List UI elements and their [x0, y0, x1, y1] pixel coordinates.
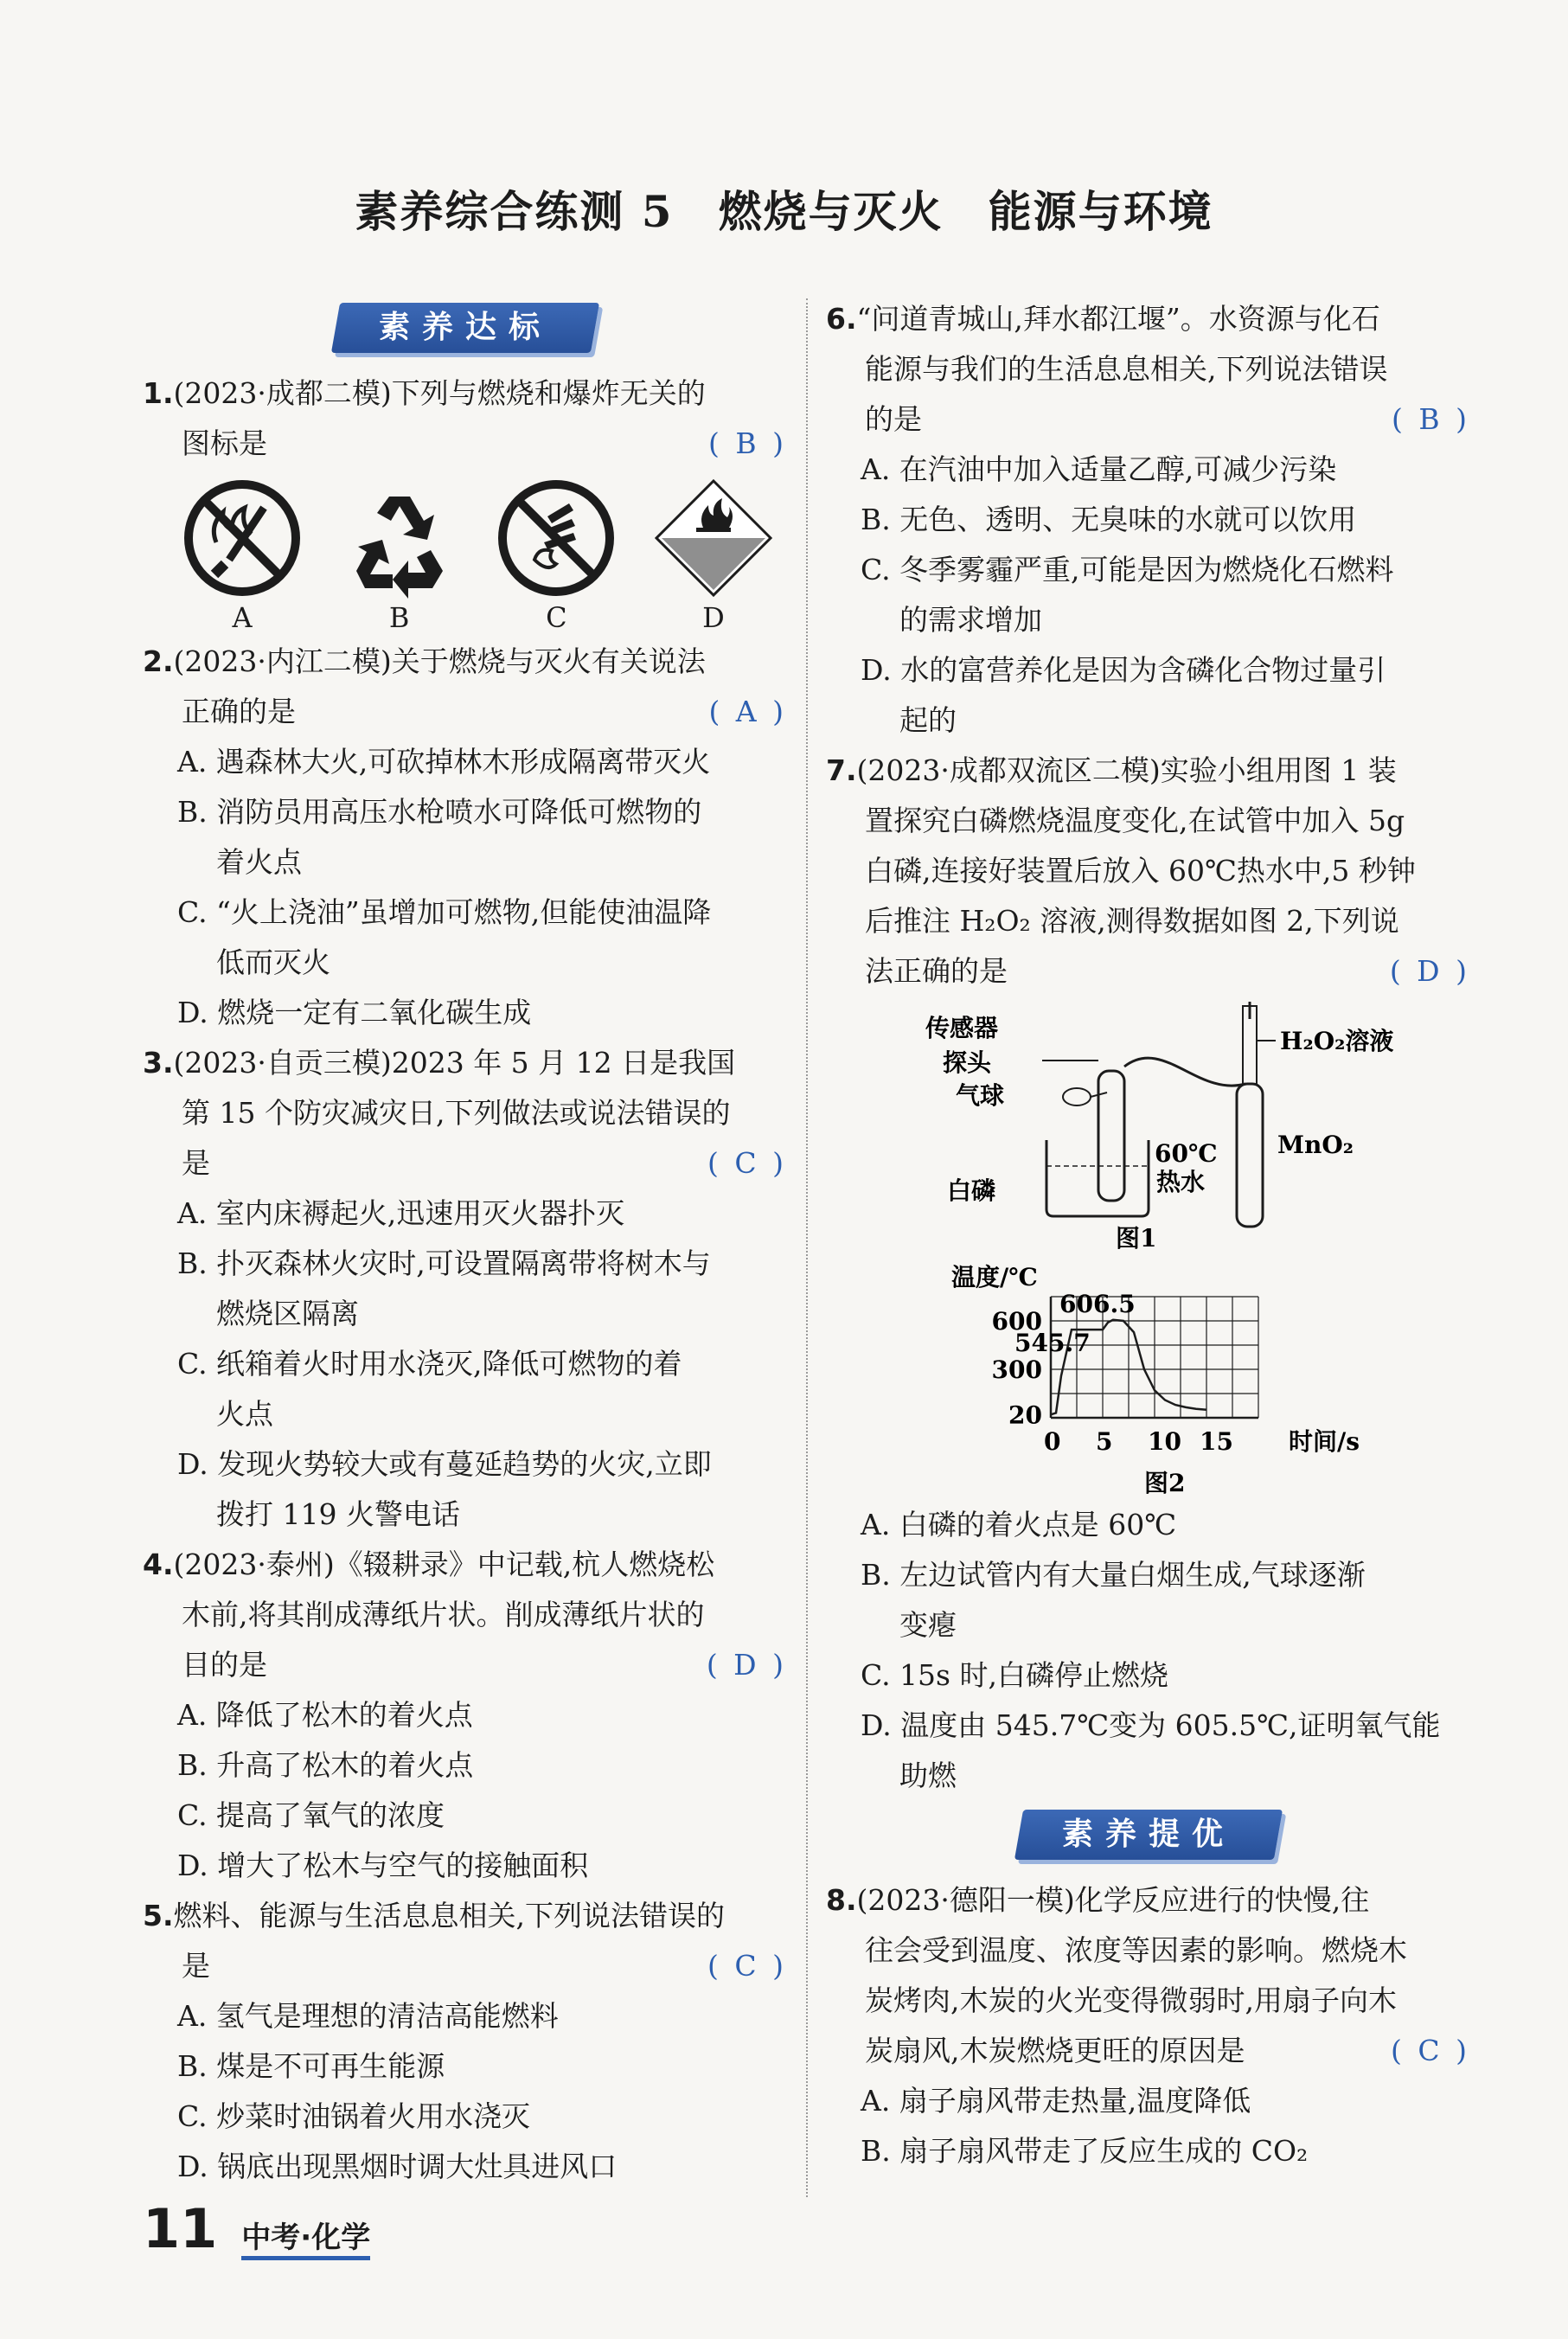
option-a: A. 室内床褥起火,迅速用灭火器扑灭 [177, 1196, 625, 1230]
book-label: 中考·化学 [241, 2214, 370, 2260]
question-number: 5. [143, 1899, 174, 1932]
question-stem: 是 [182, 1949, 210, 1983]
option-a: A. 遇森林大火,可砍掉林木形成隔离带灭火 [177, 745, 711, 779]
page-number: 11 [143, 2197, 218, 2260]
x-tick-label: 15 [1200, 1427, 1233, 1456]
question-4 [143, 1540, 787, 1891]
question-stem: 置探究白磷燃烧温度变化,在试管中加入 5g [865, 804, 1405, 837]
question-number: 8. [826, 1883, 857, 1917]
option-a: A. 扇子扇风带走热量,温度降低 [861, 2084, 1251, 2118]
option-c: C. 冬季雾霾严重,可能是因为燃烧化石燃料 [861, 553, 1394, 586]
y-tick-label: 600 [991, 1307, 1042, 1336]
question-number: 3. [143, 1046, 174, 1080]
option-a: A. 白磷的着火点是 60℃ [861, 1508, 1177, 1541]
y-tick-label: 300 [991, 1355, 1042, 1384]
connecting-tube [1124, 1058, 1245, 1086]
question-stem: “问道青城山,拜水都江堰”。水资源与化石 [856, 302, 1380, 336]
option-d: D. 燃烧一定有二氧化碳生成 [177, 996, 532, 1029]
option-c-cont: 低而灭火 [216, 945, 330, 979]
question-2 [143, 637, 787, 1038]
option-a: A. 降低了松木的着火点 [177, 1698, 473, 1732]
question-stem: 往会受到温度、浓度等因素的影响。燃烧木 [865, 1933, 1407, 1967]
right-test-tube [1237, 1084, 1263, 1227]
option-b-cont: 变瘪 [899, 1608, 957, 1642]
icon-option-c [491, 477, 621, 637]
option-d: D. 锅底出现黑烟时调大灶具进风口 [177, 2150, 618, 2183]
question-stem: 图标是 [182, 426, 267, 460]
question-stem: (2023·德阳一模)化学反应进行的快慢,往 [856, 1883, 1370, 1917]
no-fire-icon [182, 477, 303, 599]
temperature-chart [921, 1258, 1405, 1500]
option-b: B. 扇子扇风带走了反应生成的 CO₂ [861, 2134, 1309, 2168]
section-banner-label: 素养达标 [378, 310, 552, 345]
answer: ( C ) [707, 1146, 787, 1180]
option-c: C. 炒菜时油锅着火用水浇灭 [177, 2099, 531, 2133]
left-test-tube [1098, 1071, 1124, 1201]
question-stem: 目的是 [182, 1648, 267, 1682]
icon-option-d [649, 477, 778, 637]
icon-label: B [388, 601, 410, 634]
option-c: C. 15s 时,白磷停止燃烧 [861, 1658, 1168, 1692]
question-number: 1. [143, 376, 174, 410]
x-axis-label: 时间/s [1289, 1427, 1360, 1456]
balloon [1063, 1088, 1091, 1105]
figure-1-caption: 图1 [1116, 1224, 1157, 1253]
option-c: C. 提高了氧气的浓度 [177, 1798, 445, 1832]
question-7 [826, 746, 1470, 1801]
question-stem: 木前,将其削成薄纸片状。削成薄纸片状的 [182, 1598, 705, 1631]
answer: ( B ) [708, 426, 787, 460]
question-stem: 炭烤肉,木炭的火光变得微弱时,用扇子向木 [865, 1983, 1397, 2017]
option-d-cont: 拨打 119 火警电话 [216, 1497, 460, 1531]
no-fireworks-icon [496, 477, 617, 599]
question-stem: 是 [182, 1146, 210, 1180]
section-banner-advanced [1014, 1810, 1282, 1860]
question-1 [143, 368, 787, 637]
option-d-cont: 助燃 [899, 1759, 957, 1792]
icon-label: A [232, 601, 253, 634]
recycle-icon [339, 477, 460, 599]
option-b-cont: 燃烧区隔离 [216, 1297, 359, 1330]
y-axis-label: 温度/℃ [951, 1263, 1038, 1291]
question-stem: 能源与我们的生活息息相关,下列说法错误 [865, 352, 1388, 386]
answer: ( C ) [1391, 2034, 1470, 2067]
hot-water-label: 热水 [1156, 1168, 1206, 1196]
question-stem: (2023·自贡三模)2023 年 5 月 12 日是我国 [173, 1046, 736, 1080]
sensor-label: 传感器 [925, 1014, 999, 1042]
right-column [826, 294, 1470, 2176]
question-number: 4. [143, 1548, 174, 1581]
question-5 [143, 1891, 787, 2192]
x-tick-label: 10 [1148, 1427, 1181, 1456]
page-title: 素养综合练测 5 燃烧与灭火 能源与环境 [355, 186, 1213, 237]
question-stem: (2023·成都二模)下列与燃烧和爆炸无关的 [173, 376, 706, 410]
option-a: A. 在汽油中加入适量乙醇,可减少污染 [861, 452, 1337, 486]
question-number: 2. [143, 644, 174, 678]
question-stem: (2023·成都双流区二模)实验小组用图 1 装 [856, 753, 1397, 787]
flammable-solid-icon [653, 477, 774, 599]
left-column [143, 294, 787, 2192]
question-6 [826, 294, 1470, 746]
option-b: B. 左边试管内有大量白烟生成,气球逐渐 [861, 1558, 1366, 1592]
option-a: A. 氢气是理想的清洁高能燃料 [177, 1999, 559, 2033]
option-d-cont: 起的 [899, 703, 957, 737]
question-8 [826, 1875, 1470, 2176]
question-stem: 白磷,连接好装置后放入 60℃热水中,5 秒钟 [865, 854, 1416, 888]
probe-label: 探头 [943, 1048, 992, 1077]
question-stem: 正确的是 [182, 695, 296, 728]
question-stem: 第 15 个防灾减灾日,下列做法或说法错误的 [182, 1096, 731, 1130]
option-c-cont: 火点 [216, 1397, 273, 1431]
option-b: B. 扑灭森林火灾时,可设置隔离带将树木与 [177, 1246, 711, 1280]
section-banner-basic [330, 303, 598, 353]
option-d: D. 温度由 545.7℃变为 605.5℃,证明氧气能 [861, 1708, 1441, 1742]
h2o2-label: H₂O₂溶液 [1280, 1027, 1394, 1055]
option-b: B. 消防员用高压水枪喷水可降低可燃物的 [177, 795, 702, 829]
hot-water-temp-label: 60℃ [1155, 1139, 1218, 1168]
question-stem: 法正确的是 [865, 954, 1008, 988]
column-divider [806, 298, 808, 2197]
question-number: 7. [826, 753, 857, 787]
mno2-label: MnO₂ [1277, 1131, 1354, 1159]
option-b: B. 煤是不可再生能源 [177, 2049, 445, 2083]
answer: ( B ) [1392, 402, 1470, 436]
x-tick-label: 0 [1044, 1427, 1061, 1456]
option-c: C. “火上浇油”虽增加可燃物,但能使油温降 [177, 895, 712, 929]
figure-2-caption: 图2 [1144, 1469, 1186, 1497]
question-stem: 燃料、能源与生活息息相关,下列说法错误的 [173, 1899, 725, 1932]
option-c: C. 纸箱着火时用水浇灭,降低可燃物的着 [177, 1347, 682, 1381]
page-footer [143, 2197, 370, 2260]
answer: ( C ) [707, 1949, 787, 1983]
x-tick-label: 5 [1096, 1427, 1113, 1456]
question-stem: 炭扇风,木炭燃烧更旺的原因是 [865, 2034, 1245, 2067]
section-banner-label: 素养提优 [1061, 1817, 1235, 1852]
question-stem: 后推注 H₂O₂ 溶液,测得数据如图 2,下列说 [865, 904, 1399, 938]
annotation-plateau: 545.7 [1014, 1329, 1091, 1357]
option-c-cont: 的需求增加 [899, 603, 1042, 637]
white-phosphorus-label: 白磷 [947, 1176, 996, 1205]
option-b: B. 升高了松木的着火点 [177, 1748, 474, 1782]
question-stem: (2023·内江二模)关于燃烧与灭火有关说法 [173, 644, 706, 678]
option-d: D. 发现火势较大或有蔓延趋势的火灾,立即 [177, 1447, 712, 1481]
option-b: B. 无色、透明、无臭味的水就可以饮用 [861, 503, 1357, 536]
icon-option-b [335, 477, 464, 637]
apparatus-figure [921, 1002, 1405, 1253]
question-stem: 的是 [865, 402, 922, 436]
option-d: D. 增大了松木与空气的接触面积 [177, 1849, 589, 1882]
option-b-cont: 着火点 [216, 845, 302, 879]
question-stem: (2023·泰州)《辍耕录》中记载,杭人燃烧松 [173, 1548, 715, 1581]
icon-label: D [702, 601, 725, 634]
option-d: D. 水的富营养化是因为含磷化合物过量引 [861, 653, 1386, 687]
balloon-label: 气球 [956, 1081, 1005, 1110]
icon-option-a [177, 477, 307, 637]
answer: ( A ) [708, 695, 787, 728]
answer: ( D ) [706, 1648, 787, 1682]
icon-label: C [546, 601, 567, 634]
annotation-peak: 606.5 [1059, 1290, 1136, 1318]
question-3 [143, 1038, 787, 1540]
question-number: 6. [826, 302, 857, 336]
y-tick-label: 20 [1008, 1400, 1042, 1430]
icon-options [143, 469, 787, 637]
answer: ( D ) [1389, 954, 1470, 988]
